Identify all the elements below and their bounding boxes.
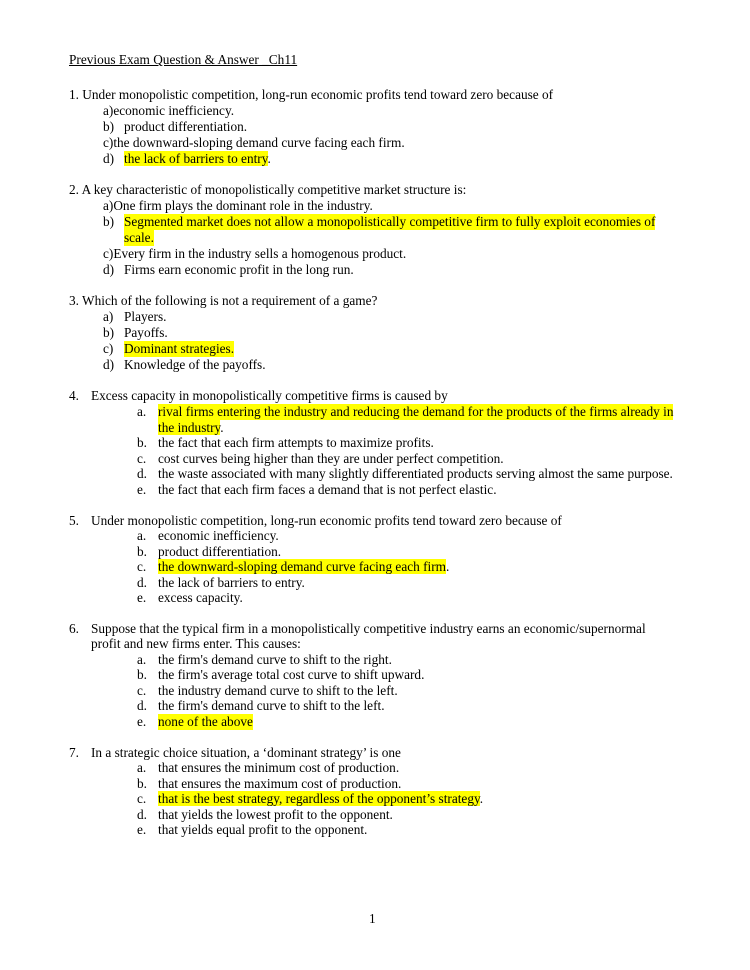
q3-option-a-label: a)	[103, 309, 114, 324]
q4-option-a-period: .	[220, 420, 224, 435]
q4-option-b: the fact that each firm attempts to maximize profits.	[158, 435, 434, 450]
page-title: Previous Exam Question & Answer _Ch11	[69, 52, 298, 67]
q4-answer-highlight-line1: rival firms entering the industry and reducing the demand for the products of the firms already in	[158, 404, 674, 419]
q2-option-b	[103, 214, 656, 245]
q1-option-b-text: product differentiation.	[124, 119, 248, 134]
q3-option-c-label: c)	[103, 341, 114, 356]
q5-option-d: the lack of barriers to entry.	[158, 575, 305, 590]
q4-option-a-label: a.	[137, 404, 147, 419]
q4-answer-highlight-line2: the industry	[158, 420, 221, 435]
page-number: 1	[369, 911, 376, 926]
q6-answer-highlight: none of the above	[158, 714, 253, 729]
q6-option-c-label: c.	[137, 683, 147, 698]
q4-option-c: cost curves being higher than they are under perfect competition.	[158, 451, 504, 466]
q4-option-e: the fact that each firm faces a demand that is not perfect elastic.	[158, 482, 497, 497]
q4-option-e-label: e.	[137, 482, 147, 497]
q5-stem: Under monopolistic competition, long-run economic profits tend toward zero because of	[91, 513, 562, 528]
q7-option-c-label: c.	[137, 791, 147, 806]
q2-option-d	[103, 262, 354, 278]
q6-option-e-label: e.	[137, 714, 147, 729]
q6-option-a-label: a.	[137, 652, 147, 667]
q3-option-a	[103, 309, 167, 325]
q2-option-b-label: b)	[103, 214, 115, 229]
q5-option-b: product differentiation.	[158, 544, 282, 559]
q2-option-a: a)One firm plays the dominant role in the industry.	[103, 198, 373, 213]
q1-option-d-period: .	[267, 151, 271, 166]
q6-option-d-label: d.	[137, 698, 147, 713]
q5-option-c	[158, 559, 449, 575]
q5-option-c-label: c.	[137, 559, 147, 574]
q3-option-b-text: Payoffs.	[124, 325, 168, 340]
q3-option-d-label: d)	[103, 357, 115, 372]
q6-option-b: the firm's average total cost curve to shift upward.	[158, 667, 425, 682]
q6-stem-line1: Suppose that the typical firm in a monopolistically competitive industry earns an economic/supernormal	[91, 621, 646, 636]
q4-option-d: the waste associated with many slightly differentiated products serving almost the same purpose.	[158, 466, 673, 481]
q2-answer-highlight-line2: scale.	[124, 230, 154, 245]
q1-option-b-label: b)	[103, 119, 115, 134]
q5-option-a-label: a.	[137, 528, 147, 543]
q6-option-b-label: b.	[137, 667, 147, 682]
q1-option-d-label: d)	[103, 151, 115, 166]
q1-answer-highlight: the lack of barriers to entry	[124, 151, 268, 166]
q4-option-c-label: c.	[137, 451, 147, 466]
q5-option-e-label: e.	[137, 590, 147, 605]
q3-stem: 3. Which of the following is not a requirement of a game?	[69, 293, 378, 308]
q5-option-e: excess capacity.	[158, 590, 243, 605]
q7-stem: In a strategic choice situation, a ‘dominant strategy’ is one	[91, 745, 401, 760]
q6-number: 6.	[69, 621, 79, 636]
q1-option-d	[103, 151, 271, 167]
q4-option-a-line2	[158, 420, 224, 436]
q7-answer-highlight: that is the best strategy, regardless of the opponent’s strategy	[158, 791, 480, 806]
q7-option-e-label: e.	[137, 822, 147, 837]
q2-stem: 2. A key characteristic of monopolistically competitive market structure is:	[69, 182, 467, 197]
q7-option-d-label: d.	[137, 807, 147, 822]
q5-option-c-period: .	[446, 559, 450, 574]
q2-option-d-text: Firms earn economic profit in the long run.	[124, 262, 354, 277]
q7-option-a-label: a.	[137, 760, 147, 775]
q2-option-d-label: d)	[103, 262, 115, 277]
q7-number: 7.	[69, 745, 79, 760]
q1-stem: 1. Under monopolistic competition, long-run economic profits tend toward zero because of	[69, 87, 554, 102]
q7-option-e: that yields equal profit to the opponent.	[158, 822, 368, 837]
q3-option-d	[103, 357, 266, 373]
q7-option-b: that ensures the maximum cost of production.	[158, 776, 402, 791]
q3-option-d-text: Knowledge of the payoffs.	[124, 357, 266, 372]
q1-option-b	[103, 119, 248, 135]
q3-option-b	[103, 325, 168, 341]
q1-option-c: c)the downward-sloping demand curve facing each firm.	[103, 135, 405, 150]
q2-option-c: c)Every firm in the industry sells a homogenous product.	[103, 246, 407, 261]
q4-option-b-label: b.	[137, 435, 147, 450]
q3-option-b-label: b)	[103, 325, 115, 340]
q7-option-d: that yields the lowest profit to the opponent.	[158, 807, 393, 822]
q2-answer-highlight-line1: Segmented market does not allow a monopolistically competitive firm to fully exploit economies of	[124, 214, 656, 229]
q5-option-b-label: b.	[137, 544, 147, 559]
q5-option-d-label: d.	[137, 575, 147, 590]
q7-option-c	[158, 791, 483, 807]
q5-option-a: economic inefficiency.	[158, 528, 279, 543]
q3-answer-highlight: Dominant strategies.	[124, 341, 235, 356]
q6-stem-line2: profit and new firms enter. This causes:	[91, 636, 301, 651]
q3-option-c	[103, 341, 235, 357]
q4-number: 4.	[69, 388, 79, 403]
q6-option-c: the industry demand curve to shift to the left.	[158, 683, 398, 698]
q7-option-a: that ensures the minimum cost of production.	[158, 760, 400, 775]
q7-option-b-label: b.	[137, 776, 147, 791]
q4-stem: Excess capacity in monopolistically competitive firms is caused by	[91, 388, 448, 403]
q5-answer-highlight: the downward-sloping demand curve facing each firm	[158, 559, 446, 574]
q7-option-c-period: .	[479, 791, 484, 806]
q1-option-a: a)economic inefficiency.	[103, 103, 235, 118]
q5-number: 5.	[69, 513, 79, 528]
q6-option-a: the firm's demand curve to shift to the right.	[158, 652, 392, 667]
q4-option-d-label: d.	[137, 466, 147, 481]
q6-option-d: the firm's demand curve to shift to the left.	[158, 698, 385, 713]
q3-option-a-text: Players.	[124, 309, 167, 324]
